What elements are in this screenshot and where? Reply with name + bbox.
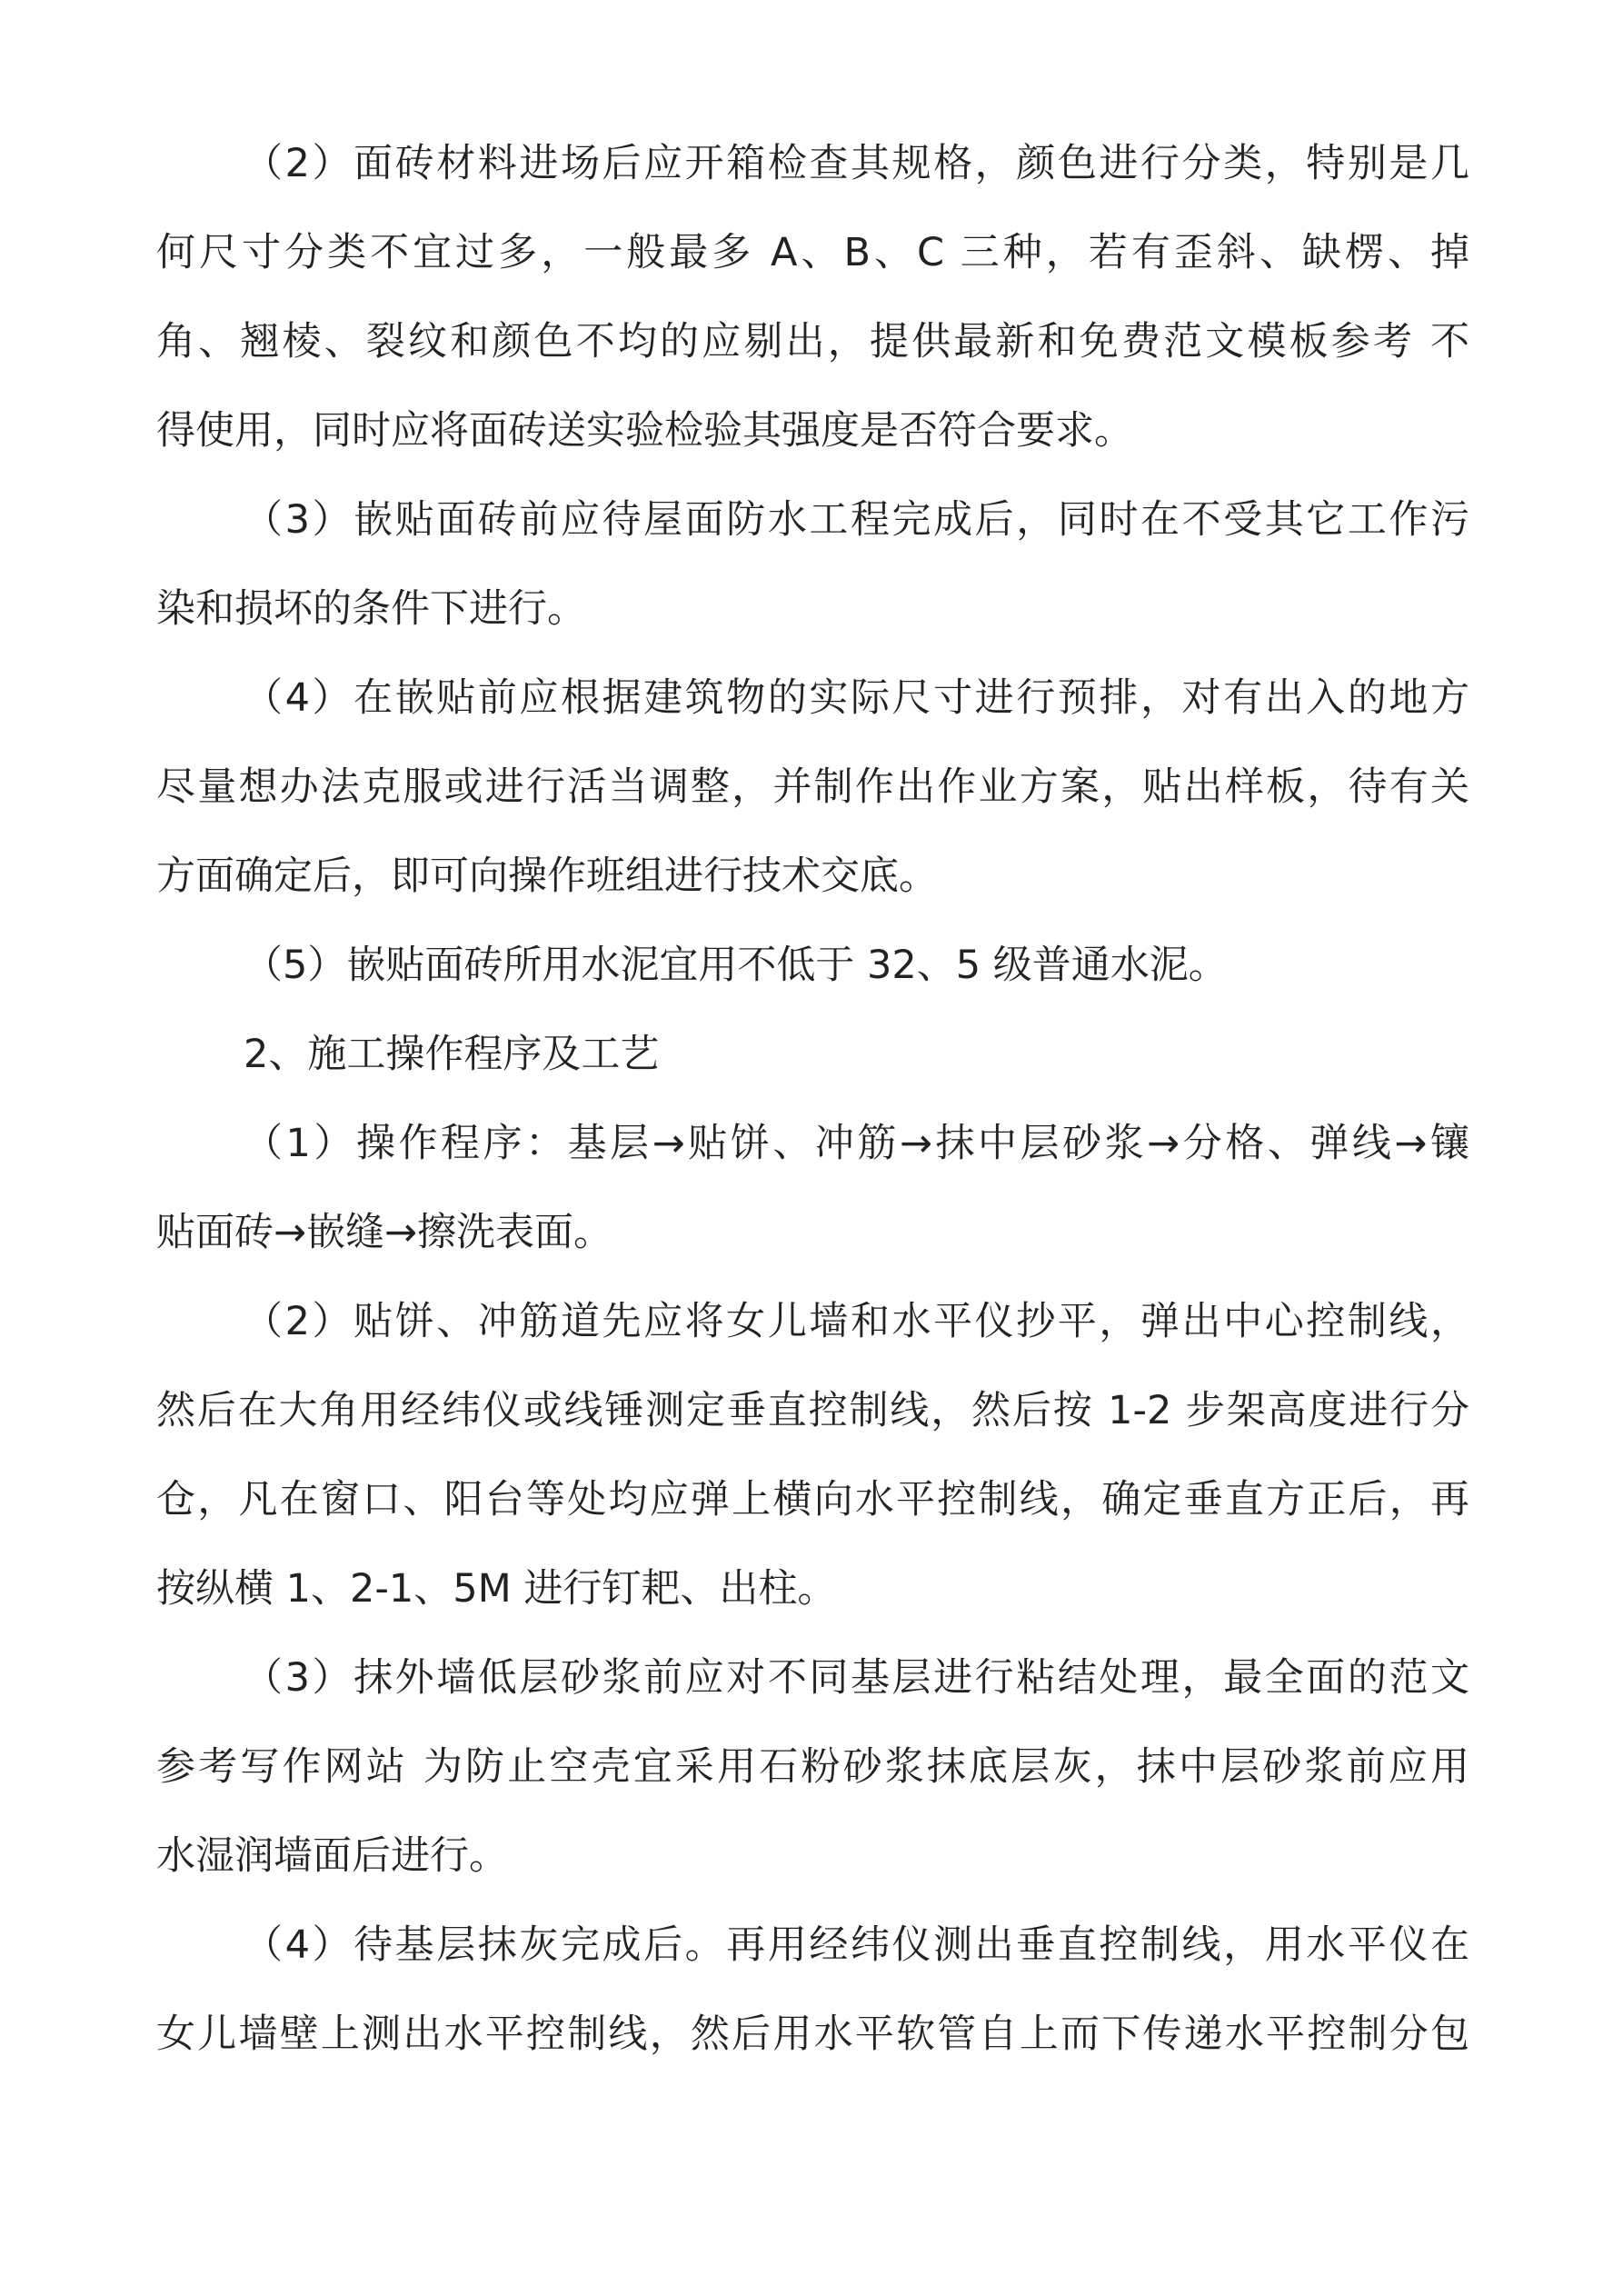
text-line: 按纵横 1、2-1、5M 进行钉耙、出柱。 [156,1566,837,1612]
text-line: （1）操作程序：基层→贴饼、冲筋→抹中层砂浆→分格、弹线→镶 [244,1121,1469,1166]
text-line: （4）待基层抹灰完成后。再用经纬仪测出垂直控制线，用水平仪在 [244,1922,1469,1968]
text-line: （3）抹外墙低层砂浆前应对不同基层进行粘结处理，最全面的范文 [244,1655,1469,1701]
text-line: 女儿墙壁上测出水平控制线，然后用水平软管自上而下传递水平控制分包 [156,2011,1469,2057]
text-line: （2）贴饼、冲筋道先应将女儿墙和水平仪抄平，弹出中心控制线， [244,1299,1469,1344]
text-line: 角、翘棱、裂纹和颜色不均的应剔出，提供最新和免费范文模板参考 不 [156,319,1469,364]
text-line: 何尺寸分类不宜过多，一般最多 A、B、C 三种，若有歪斜、缺楞、掉 [156,230,1469,275]
text-line: 然后在大角用经纬仪或线锤测定垂直控制线，然后按 1-2 步架高度进行分 [156,1388,1469,1433]
text-line: 贴面砖→嵌缝→擦洗表面。 [156,1210,613,1255]
text-line: 仓，凡在窗口、阳台等处均应弹上横向水平控制线，确定垂直方正后，再 [156,1477,1469,1522]
text-line: 得使用，同时应将面砖送实验检验其强度是否符合要求。 [156,408,1133,454]
text-line: （4）在嵌贴前应根据建筑物的实际尺寸进行预排，对有出入的地方 [244,675,1469,721]
text-line: （2）面砖材料进场后应开箱检查其规格，颜色进行分类，特别是几 [244,141,1469,186]
text-line: （5）嵌贴面砖所用水泥宜用不低于 32、5 级普通水泥。 [244,943,1228,988]
text-line: 参考写作网站 为防止空壳宜采用石粉砂浆抹底层灰，抹中层砂浆前应用 [156,1744,1469,1790]
text-line: （3）嵌贴面砖前应待屋面防水工程完成后，同时在不受其它工作污 [244,497,1469,543]
text-line: 尽量想办法克服或进行活当调整，并制作出作业方案，贴出样板，待有关 [156,764,1469,810]
section-heading: 2、施工操作程序及工艺 [244,1032,660,1077]
text-line: 水湿润墙面后进行。 [156,1833,508,1879]
text-line: 染和损坏的条件下进行。 [156,586,586,632]
text-line: 方面确定后，即可向操作班组进行技术交底。 [156,854,938,899]
